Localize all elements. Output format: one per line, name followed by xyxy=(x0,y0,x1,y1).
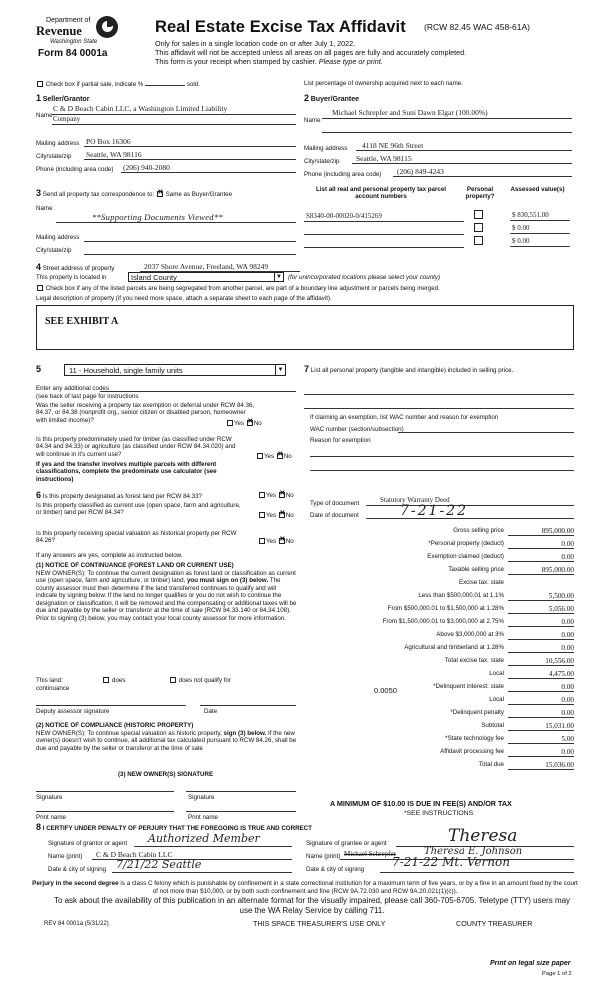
correspondence-text: Send all property tax correspondence to: xyxy=(42,191,155,198)
notice-1-body xyxy=(36,570,298,622)
s6-q1: Is this property designated as forest land per RCW 84.33? xyxy=(42,493,202,500)
tax-row xyxy=(312,683,574,694)
logo-state: Washington State xyxy=(50,39,98,45)
s5-q2-yes-label: Yes xyxy=(264,453,275,460)
additional-codes-label: Enter any additional codes xyxy=(36,385,109,392)
s6-q3-no-checkbox[interactable] xyxy=(279,538,285,544)
tax-row xyxy=(312,579,574,590)
notice-3-title: (3) NEW OWNER(S) SIGNATURE xyxy=(118,771,214,778)
page-number: Page 1 of 2 xyxy=(542,971,572,977)
s5-q2-no-label: No xyxy=(283,453,292,460)
parcels-col-3: Assessed value(s) xyxy=(510,186,565,193)
perjury-rest: is a class C felony which is punishable by confinement in a state correctional institution for a maximum term of five years, or by a fine in an amount fixed by the court of not more than $10,000, or by both such confinement and fine (RCW 9A.72.030 and RCW 9A.20.021(1)(c)). xyxy=(118,880,578,895)
s5-q1-no-checkbox[interactable] xyxy=(247,420,253,426)
same-as-buyer-label: Same as Buyer/Grantee xyxy=(165,191,233,198)
notice-1-body-b: you must sign on (3) below. xyxy=(186,577,269,585)
tax-row-label: Subtotal xyxy=(481,722,504,729)
tax-row-value[interactable]: 5,500.00 xyxy=(508,592,574,601)
tax-row xyxy=(312,592,574,603)
owner-print-label-1: Print name xyxy=(36,814,66,821)
form-statute: (RCW 82.45 WAC 458-61A) xyxy=(424,22,530,32)
header-line-1: Only for sales in a single location code on or after July 1, 2022. xyxy=(155,39,356,48)
located-label: This property is located in xyxy=(36,274,107,281)
seller-phone-label: Phone (including area code) xyxy=(36,166,114,173)
section8-num: 8 xyxy=(36,822,42,832)
grantee-sig-value[interactable]: Theresa xyxy=(448,826,518,846)
tax-row-value[interactable]: 5.00 xyxy=(508,735,574,744)
tax-row-value[interactable]: 0.00 xyxy=(508,696,574,705)
corr-name-value[interactable]: **Supporting Documents Viewed** xyxy=(92,212,223,222)
partial-sale-row xyxy=(36,80,296,88)
assessed-value-2[interactable]: $ 0.00 xyxy=(512,224,530,232)
this-land-label: This land: xyxy=(36,677,63,684)
partial-sale-label: Check box if partial sale, indicate % xyxy=(45,81,144,88)
grantor-sig-label: Signature of grantor or agent xyxy=(48,840,128,847)
legal-description-box[interactable] xyxy=(36,305,574,350)
logo-swirl-icon xyxy=(96,16,118,38)
tax-row-value[interactable]: 5,056.00 xyxy=(508,605,574,614)
seller-name-label: Name xyxy=(36,112,53,119)
tax-row xyxy=(312,657,574,668)
notice-1-body-c: The county assessor must then determine if the land transferred continues to qualify and will indicate by signing below. If the land no longer qualifies or you do not wish to continue the designation or classification, it will be removed and the compensating or additional taxes will be due and payable by the seller or transferor at the time of sale (RCW 84.33.140 or 84.34.108). Prior to signing (3) below, you may contact your local county assessor for more information. xyxy=(36,577,297,622)
owner-print-label-2: Print name xyxy=(188,814,218,821)
header-line-3-italic: Please type or print. xyxy=(318,57,383,66)
perjury-bold: Perjury in the second degree xyxy=(32,880,119,887)
legal-size-note: Print on legal size paper xyxy=(490,960,571,967)
tax-row-value[interactable]: 15,031.00 xyxy=(508,722,574,731)
s6-q1-no-label: No xyxy=(285,492,294,499)
tax-row xyxy=(312,605,574,616)
s5-q2-answer xyxy=(256,453,292,460)
tax-row-value[interactable]: 15,036.00 xyxy=(508,761,574,770)
landuse-num: 5 xyxy=(36,364,42,374)
tax-row xyxy=(312,722,574,733)
buyer-num: 2 xyxy=(304,93,310,103)
doc-date-label: Date of document xyxy=(310,512,359,519)
s6-q1-answer xyxy=(258,492,294,499)
seller-num: 1 xyxy=(36,93,42,103)
s6-q3-answer xyxy=(258,538,294,545)
assessed-value-3[interactable]: $ 0.00 xyxy=(512,237,530,245)
s5-q2-no-checkbox[interactable] xyxy=(277,453,283,459)
tax-row-value[interactable]: 0.00 xyxy=(508,540,574,549)
header-line-3 xyxy=(155,58,383,67)
tax-row-label: Total due xyxy=(478,761,504,768)
tax-row-label: Above $3,000,000 at 3% xyxy=(436,631,504,638)
s6-num: 6 xyxy=(36,490,42,500)
personal-property-checkbox-1[interactable] xyxy=(474,210,483,219)
grantee-name-hand[interactable]: Theresa E. Johnson xyxy=(424,846,523,857)
tax-row-value[interactable]: 895,000.00 xyxy=(508,527,574,536)
tax-row xyxy=(312,761,574,772)
assessed-value-1[interactable]: $ 830,551.00 xyxy=(512,211,549,219)
seller-heading xyxy=(36,93,89,104)
segregated-checkbox[interactable] xyxy=(37,285,43,291)
legal-label: Legal description of property (if you need more space, attach a separate sheet to each page of the affidavit). xyxy=(36,295,332,302)
tax-row-value[interactable]: 10,556.00 xyxy=(508,657,574,666)
street-value[interactable]: 2037 Shore Avenue, Freeland, WA 98249 xyxy=(144,262,269,271)
grantor-name-value[interactable]: C & D Beach Cabin LLC xyxy=(96,850,173,859)
see-back-note: (see back of last page for instructions xyxy=(36,393,139,400)
reason-label: Reason for exemption xyxy=(310,437,371,444)
seller-mailing-value[interactable]: PO Box 16306 xyxy=(86,137,131,146)
grantee-date-label: Date & city of signing xyxy=(306,866,365,873)
does-not-label: does not qualify for xyxy=(178,677,231,684)
header-line-2: This affidavit will not be accepted unless all areas on all pages are fully and accurately completed. xyxy=(155,48,467,57)
tax-row-label: *Personal property (deduct) xyxy=(428,540,504,547)
tax-row-label: Gross selling price xyxy=(453,527,504,534)
see-instructions: *SEE INSTRUCTIONS xyxy=(404,810,474,817)
tax-row-value[interactable]: 0.00 xyxy=(508,644,574,653)
partial-sale-sold: sold. xyxy=(186,81,200,88)
buyer-heading xyxy=(304,93,359,104)
deputy-date-label: Date xyxy=(204,708,218,715)
s6-q3-yes-checkbox[interactable] xyxy=(259,538,265,544)
county-treasurer: COUNTY TREASURER xyxy=(456,919,533,928)
tax-row-label: *Delinquent interest: state xyxy=(433,683,504,690)
s5-q1-yes-checkbox[interactable] xyxy=(227,420,233,426)
tax-row-value[interactable]: 895,000.00 xyxy=(508,566,574,575)
tax-row-value[interactable]: 0.00 xyxy=(508,683,574,692)
parcels-col-2: Personal property? xyxy=(465,186,495,201)
correspondence-heading xyxy=(36,188,232,199)
correspondence-num: 3 xyxy=(36,188,42,198)
tax-row xyxy=(312,644,574,655)
notice-1-body-a: NEW OWNER(S): To continue the current designation as forest land or classification as current use (open space, farm and agriculture, or timber) land, xyxy=(36,570,296,585)
s6-q2-answer xyxy=(258,512,294,519)
tax-row xyxy=(312,748,574,759)
tax-row-label: Excise tax: state xyxy=(458,579,504,586)
s6-q2-yes-label: Yes xyxy=(266,512,277,519)
alt-format-note: To ask about the availability of this publication in an alternate format for the visually impaired, please call 360-705-6705. Teletype (TTY) users may use the WA Relay Service by calling 711. xyxy=(53,896,571,915)
tax-row xyxy=(312,696,574,707)
buyer-name-label: Name xyxy=(304,117,321,124)
s5-q2b: If yes and the transfer involves multiple parcels with different classifications, complete the predominate use calculator (see instructions) xyxy=(36,461,217,483)
same-as-buyer-checkbox[interactable] xyxy=(157,191,163,197)
corr-city-label: City/state/zip xyxy=(36,247,72,254)
s5-q2-yes-checkbox[interactable] xyxy=(257,453,263,459)
doc-date-value[interactable]: 7-21-22 xyxy=(400,503,468,519)
s5-q2: Is this property predominately used for timber (as classified under RCW 84.34 and 84.33) or agriculture (as classified under RCW 84.34.020) and will continue in it's current use? xyxy=(36,436,236,458)
tax-row-label: Total excise tax: state xyxy=(444,657,504,664)
s5-q1: Was the seller receiving a property tax exemption or deferral under RCW 84.36, 84.37, or 84.38 (nonprofit org., senior citizen or disabled person, homeowner with limited income)? xyxy=(36,402,255,424)
tax-row-label: From $500,000.01 to $1,500,000 at 1.28% xyxy=(387,605,504,612)
s6-q2-no-label: No xyxy=(285,512,294,519)
chevron-down-icon: ▼ xyxy=(275,365,285,375)
section7-row xyxy=(304,364,574,375)
tax-row-label: Less than $500,000.01 at 1.1% xyxy=(418,592,504,599)
wac-label: WAC number (section/subsection) xyxy=(310,426,404,433)
buyer-name-value[interactable]: Michael Schrepfer and Suni Dawn Elgar (100.00%) xyxy=(332,108,488,117)
revenue-logo xyxy=(36,14,136,74)
treasurer-only: THIS SPACE TREASURER'S USE ONLY xyxy=(253,919,386,928)
tax-row-value[interactable]: 0.00 xyxy=(508,748,574,757)
seller-city-value[interactable]: Seattle, WA 98116 xyxy=(86,150,142,159)
s6-if-any: If any answers are yes, complete as instructed below. xyxy=(36,552,183,559)
section7-text: List all personal property (tangible and intangible) included in selling price. xyxy=(310,367,514,374)
county-select-value: Island County xyxy=(131,273,177,282)
chevron-down-icon: ▼ xyxy=(274,273,283,281)
street-label: Street address of property xyxy=(42,265,115,272)
tax-row xyxy=(312,553,574,564)
buyer-phone-label: Phone (including area code) xyxy=(304,171,382,178)
seller-heading-text: Seller/Grantor xyxy=(42,96,90,103)
doc-type-label: Type of document xyxy=(310,500,360,507)
partial-sale-pct-input[interactable] xyxy=(145,80,185,86)
buyer-mailing-value[interactable]: 4118 NE 96th Street xyxy=(362,141,424,150)
does-checkbox[interactable] xyxy=(103,677,109,683)
segregated-row xyxy=(36,285,440,292)
seller-name-value[interactable]: C & D Beach Cabin LLC, a Washington Limited Liability xyxy=(53,104,228,113)
personal-property-checkbox-2[interactable] xyxy=(474,223,483,232)
corr-name-label: Name xyxy=(36,205,53,212)
s6-q2-no-checkbox[interactable] xyxy=(279,512,285,518)
section7-num: 7 xyxy=(304,364,310,374)
parcel-1[interactable]: S8340-00-00020-0/415269 xyxy=(306,212,382,220)
logo-revenue: Revenue xyxy=(36,24,82,38)
does-not-checkbox[interactable] xyxy=(170,677,176,683)
notice-2-body xyxy=(36,730,298,752)
tax-row-value[interactable]: 0.00 xyxy=(508,553,574,562)
parcels-col-1: List all real and personal property tax parcel account numbers xyxy=(316,186,446,201)
street-num: 4 xyxy=(36,262,42,272)
s6-q2: Is this property classified as current use (open space, farm and agriculture, or timber) land per RCW 84.34? xyxy=(36,502,241,517)
buyer-city-label: City/state/zip xyxy=(304,158,340,165)
minimum-note: A MINIMUM OF $10.00 IS DUE IN FEE(S) AND/OR TAX xyxy=(330,799,512,808)
s6-q1-yes-label: Yes xyxy=(266,492,277,499)
segregated-label: Check box if any of the listed parcels are being segregated from another parcel, are part of a boundary line adjustment or parcels being merged. xyxy=(45,285,440,292)
tax-row-label: Agricultural and timberland at 1.28% xyxy=(404,644,504,651)
tax-row-label: Local xyxy=(489,696,504,703)
seller-phone-value[interactable]: (206) 940-2080 xyxy=(123,163,170,172)
deputy-sig-label: Deputy assessor signature xyxy=(36,708,110,715)
s6-q3: Is this property receiving special valuation as historical property per RCW 84.26? xyxy=(36,530,237,545)
s5-q1-yes-label: Yes xyxy=(234,420,245,427)
tax-row-label: Local xyxy=(489,670,504,677)
continuance-label: continuance xyxy=(36,685,70,692)
s6-q3-yes-label: Yes xyxy=(266,538,277,545)
tax-row-value[interactable]: 4,475.00 xyxy=(508,670,574,679)
landuse-select-value: 11 - Household, single family units xyxy=(69,366,183,375)
grantee-sig-label: Signature of grantee or agent xyxy=(306,840,387,847)
tax-row-label: From $1,500,000.01 to $3,000,000 at 2.75% xyxy=(382,618,504,625)
partial-sale-checkbox[interactable] xyxy=(37,81,43,87)
s6-q2-yes-checkbox[interactable] xyxy=(259,512,265,518)
header-line-3-text: This form is your receipt when stamped by cashier. xyxy=(155,57,317,66)
grantee-name-label: Name (print) xyxy=(306,853,341,860)
notice-2-body-b: sign (3) below. xyxy=(223,730,267,737)
form-number: Form 84 0001a xyxy=(38,48,108,59)
seller-name-value-2[interactable]: Company xyxy=(53,115,81,123)
does-label: does xyxy=(112,677,126,684)
s6-q1-no-checkbox[interactable] xyxy=(279,492,285,498)
tax-row-value[interactable]: 0.00 xyxy=(508,618,574,627)
list-pct-note: List percentage of ownership acquired next to each name. xyxy=(304,80,463,87)
perjury-note xyxy=(30,880,580,895)
notice-2-body-c: If the new owner(s) doesn't wish to continue, all additional tax calculated pursuant to RCW 84.26, shall be due and payable by the seller or transferor at the time of sale xyxy=(36,730,297,752)
tax-row xyxy=(312,709,574,720)
s6-q1-yes-checkbox[interactable] xyxy=(259,492,265,498)
grantor-name-label: Name (print) xyxy=(48,853,83,860)
tax-row-label: Exemption claimed (deduct) xyxy=(427,553,504,560)
notice-2-title: (2) NOTICE OF COMPLIANCE (HISTORIC PROPERTY) xyxy=(36,722,194,729)
tax-row xyxy=(312,670,574,681)
street-row xyxy=(36,262,114,273)
buyer-mailing-label: Mailing address xyxy=(304,145,348,152)
seller-mailing-label: Mailing address xyxy=(36,140,80,147)
s6-q3-no-label: No xyxy=(285,538,294,545)
tax-row xyxy=(312,540,574,551)
exemption-label: If claiming an exemption, list WAC number and reason for exemption xyxy=(310,414,499,421)
corr-mailing-label: Mailing address xyxy=(36,234,80,241)
landuse-select[interactable] xyxy=(64,364,286,376)
county-select[interactable] xyxy=(128,272,284,282)
buyer-city-value[interactable]: Seattle, WA 98115 xyxy=(356,154,412,163)
notice-2-body-a: NEW OWNER(S): To continue special valuation as historic property, xyxy=(36,730,224,737)
owner-sig-label-2: Signature xyxy=(188,794,215,801)
grantor-sig-value[interactable]: Authorized Member xyxy=(148,832,260,845)
form-title: Real Estate Excise Tax Affidavit xyxy=(155,18,406,36)
buyer-phone-value[interactable]: (206) 849-4243 xyxy=(397,167,444,176)
tax-row-label: Taxable selling price xyxy=(448,566,504,573)
s5-q1-no-label: No xyxy=(253,420,262,427)
uninc-note: (for unincorporated locations please select your county) xyxy=(288,274,441,281)
grantor-date-value[interactable]: 7/21/22 Seattle xyxy=(116,858,202,871)
tax-row xyxy=(312,566,574,577)
tax-row xyxy=(312,735,574,746)
logo-dept-of: Department of xyxy=(46,17,91,24)
doc-type-value[interactable]: Statutory Warranty Deed xyxy=(380,496,450,504)
tax-row-value[interactable]: 0.00 xyxy=(508,709,574,718)
s5-q1-answer xyxy=(226,420,262,427)
s6-q1-row xyxy=(36,490,202,501)
local-rate: 0.0050 xyxy=(374,686,397,695)
owner-sig-label-1: Signature xyxy=(36,794,63,801)
tax-row xyxy=(312,527,574,538)
tax-row-label: Affidavit processing fee xyxy=(440,748,504,755)
buyer-heading-text: Buyer/Grantee xyxy=(310,96,359,103)
notice-1-title: (1) NOTICE OF CONTINUANCE (FOREST LAND OR CURRENT USE) xyxy=(36,562,234,569)
certify-text: I CERTIFY UNDER PENALTY OF PERJURY THAT THE FOREGOING IS TRUE AND CORRECT xyxy=(42,825,312,832)
tax-row-label: *Delinquent penalty xyxy=(450,709,504,716)
seller-city-label: City/state/zip xyxy=(36,153,72,160)
tax-row xyxy=(312,618,574,629)
legal-description-value: SEE EXHIBIT A xyxy=(45,316,119,327)
grantee-date-value[interactable]: 7-21-22 Mt. Vernon xyxy=(392,855,510,869)
rev-number: REV 84 0001a (5/31/22) xyxy=(44,921,109,927)
tax-row xyxy=(312,631,574,642)
personal-property-checkbox-3[interactable] xyxy=(474,236,483,245)
this-land-row xyxy=(36,677,231,684)
tax-row-label: *State technology fee xyxy=(445,735,504,742)
tax-row-value[interactable]: 0.00 xyxy=(508,631,574,640)
grantor-date-label: Date & city of signing xyxy=(48,866,107,873)
grantee-name-value[interactable]: Michael Schrepfer xyxy=(344,850,396,858)
